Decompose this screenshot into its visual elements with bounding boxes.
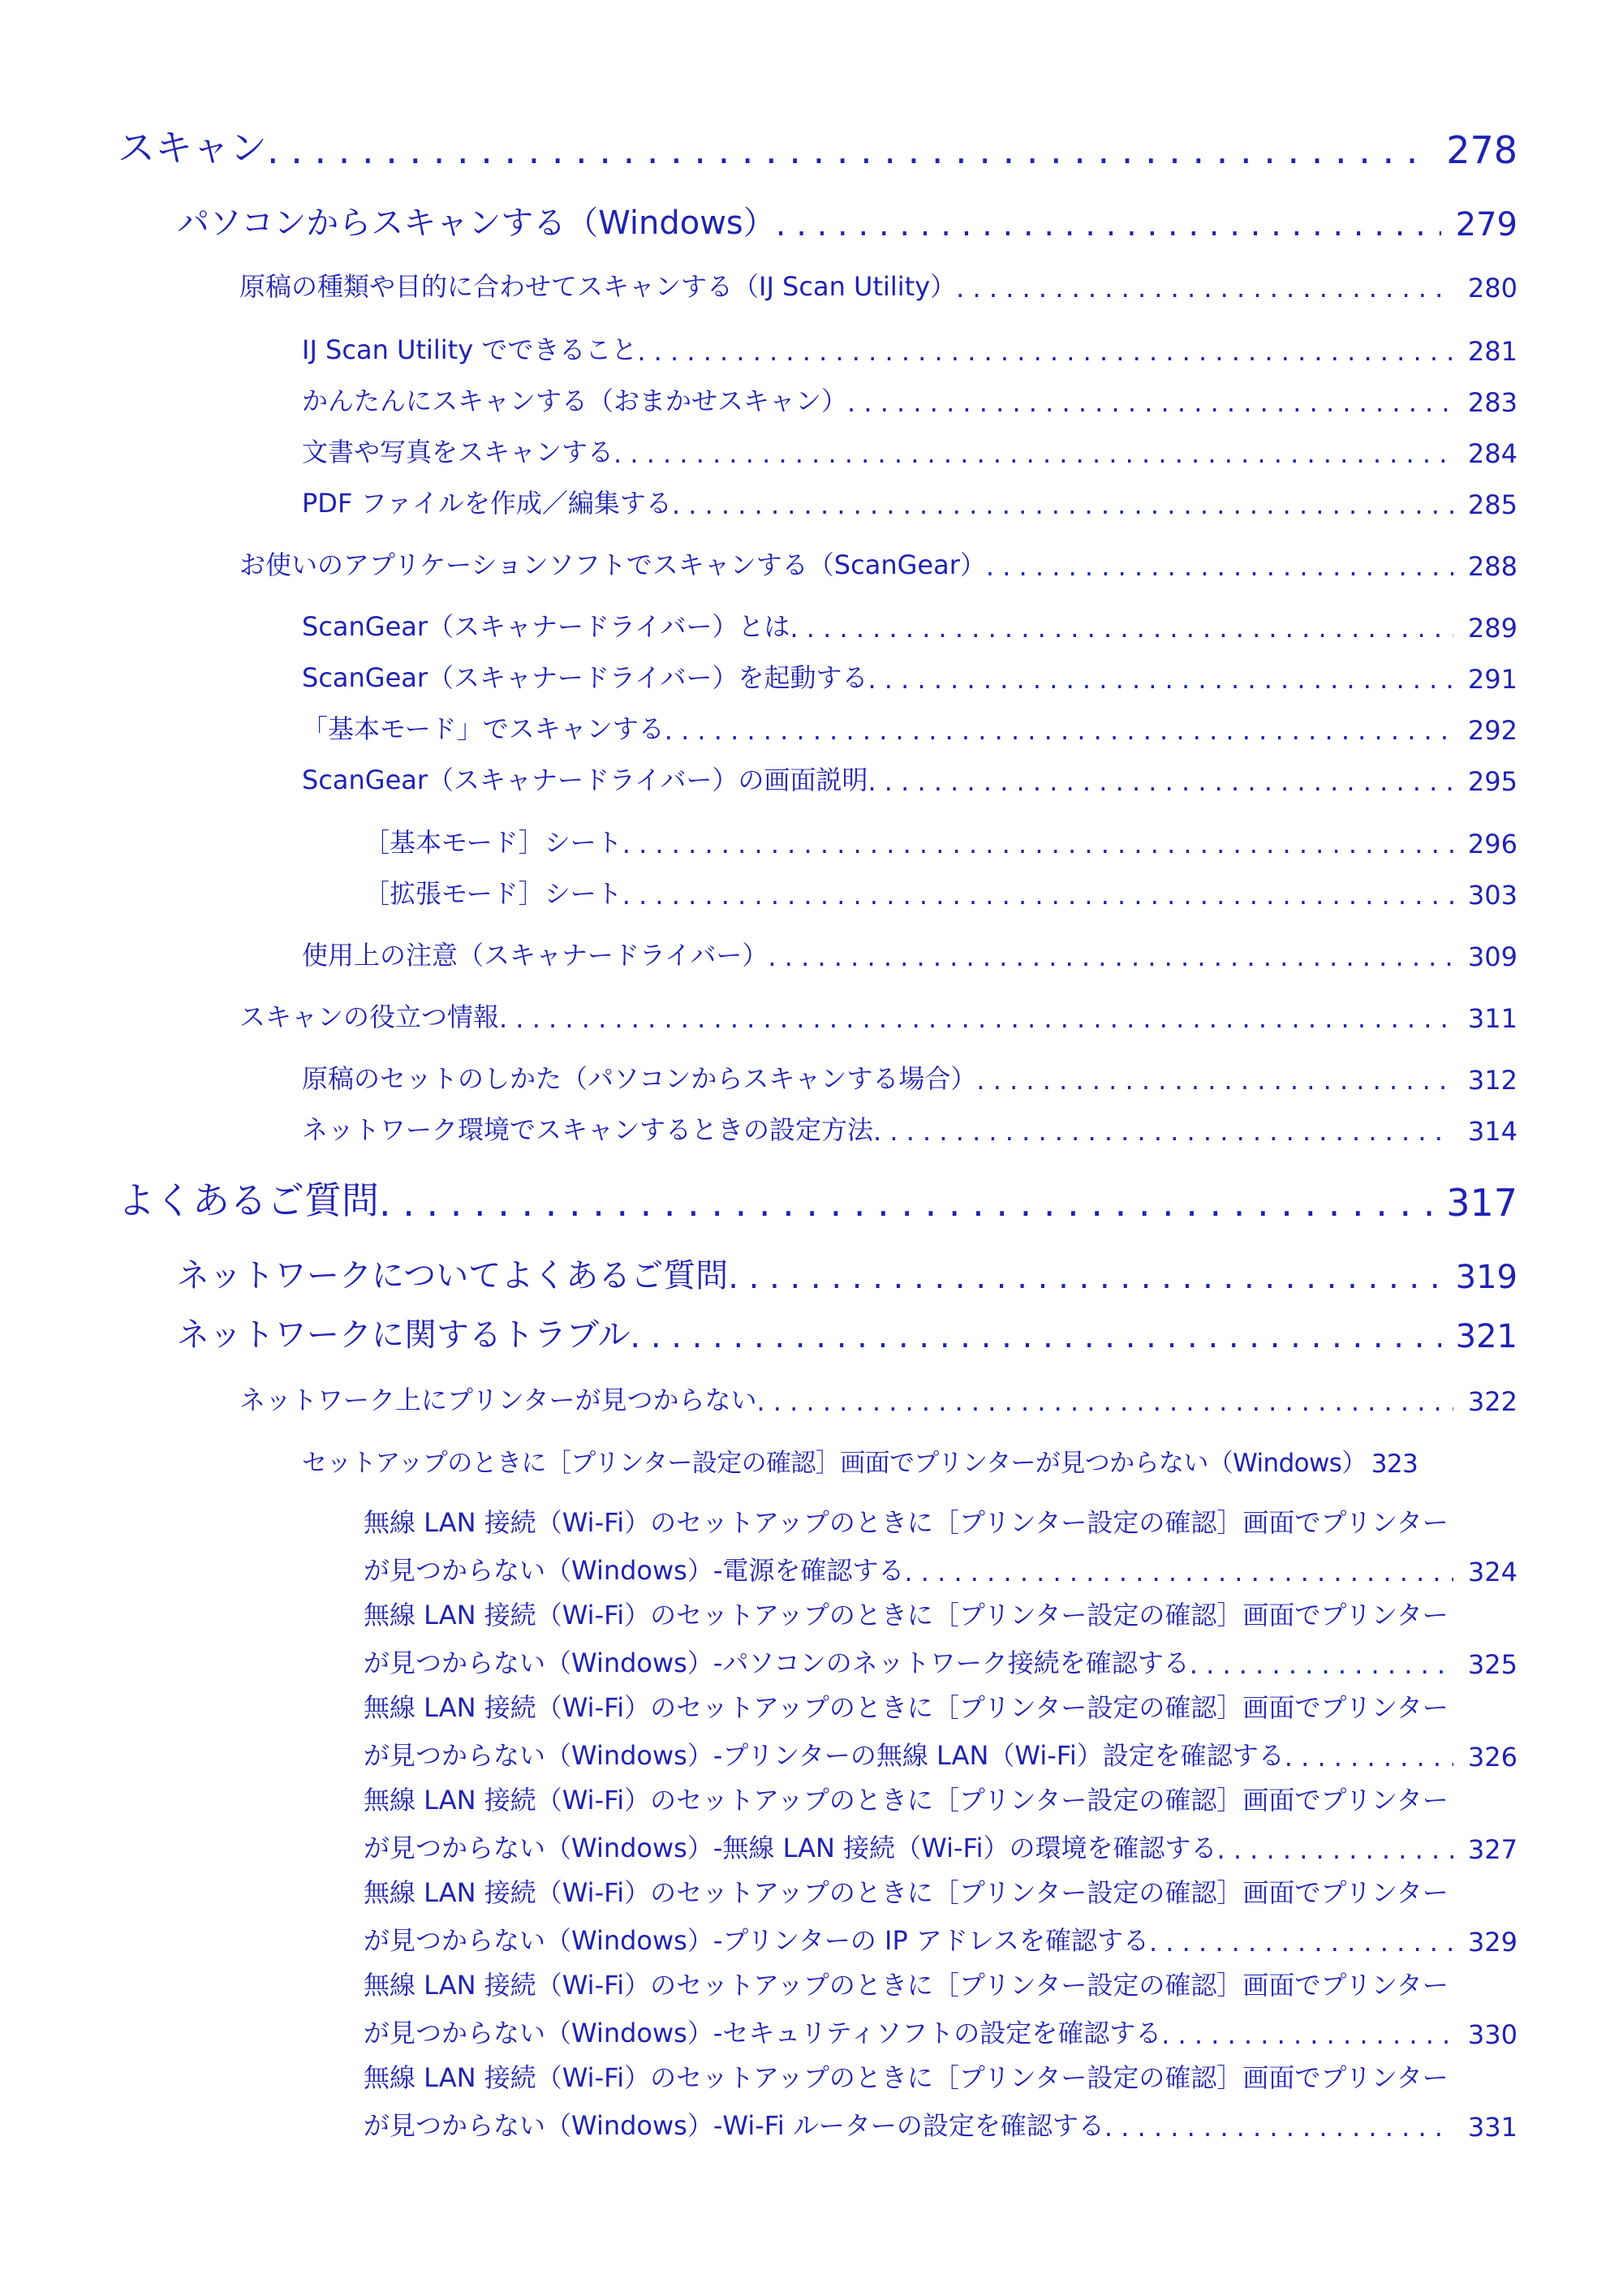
- toc-entry-scangear-about[interactable]: [302, 608, 1518, 644]
- toc-entry-title: お使いのアプリケーションソフトでスキャンする（ScanGear）: [239, 549, 986, 580]
- toc-entry-pdf-edit[interactable]: [302, 485, 1518, 520]
- toc-entry-title: ScanGear（スキャナードライバー）の画面説明: [302, 765, 868, 795]
- toc-entry-scan-from-pc[interactable]: [177, 200, 1518, 243]
- toc-entry-check-wifi-router[interactable]: [364, 2060, 1518, 2143]
- toc-entry-title: 使用上の注意（スキャナードライバー）: [302, 940, 768, 971]
- toc-entry-page: 327: [1467, 1834, 1518, 1865]
- toc-entry-page: 322: [1467, 1386, 1518, 1417]
- toc-entry-page: 281: [1467, 336, 1518, 367]
- toc-entry-scan[interactable]: [118, 123, 1518, 172]
- toc-entry-title-line1: 無線 LAN 接続（Wi-Fi）のセットアップのときに［プリンター設定の確認］画面でプリンター: [364, 1970, 1449, 2001]
- toc-entry-title: かんたんにスキャンする（おまかせスキャン）: [302, 386, 848, 416]
- toc-entry-basic-mode-scan[interactable]: [302, 710, 1518, 746]
- toc-leader-dots: [790, 613, 1453, 644]
- toc-entry-page: 296: [1467, 829, 1518, 859]
- toc-leader-dots: [267, 128, 1431, 172]
- toc-entry-title: ScanGear（スキャナードライバー）を起動する: [302, 662, 868, 693]
- toc-entry-page: 323: [1371, 1450, 1419, 1479]
- toc-entry-network-faq[interactable]: [177, 1252, 1518, 1296]
- toc-entry-printer-not-found[interactable]: [239, 1381, 1518, 1417]
- toc-entry-page: 326: [1467, 1742, 1518, 1773]
- toc-entry-title: ［拡張モード］シート: [364, 878, 622, 909]
- toc-entry-title: よくあるご質問: [118, 1178, 379, 1222]
- toc-leader-dots: [665, 715, 1453, 746]
- toc-entry-page: 319: [1455, 1259, 1518, 1296]
- toc-entry-page: 284: [1467, 438, 1518, 469]
- toc-entry-title-line2: が見つからない（Windows）-無線 LAN 接続（Wi-Fi）の環境を確認する: [364, 1833, 1217, 1863]
- toc-leader-dots: [867, 664, 1453, 695]
- toc-entry-page: 303: [1467, 880, 1518, 911]
- toc-entry-scangear-start[interactable]: [302, 659, 1518, 695]
- toc-entry-title: ［基本モード］シート: [364, 827, 622, 858]
- toc-entry-page: 312: [1467, 1065, 1518, 1096]
- toc-leader-dots: [976, 1065, 1453, 1096]
- toc-entry-title: セットアップのときに［プリンター設定の確認］画面でプリンターが見つからない（Windows）: [302, 1449, 1367, 1478]
- toc-entry-page: 291: [1467, 664, 1518, 695]
- toc-entry-page: 288: [1467, 551, 1518, 582]
- toc-entry-page: 325: [1467, 1649, 1518, 1680]
- toc-entry-setup-printer-not-found[interactable]: [302, 1443, 1518, 1479]
- toc-entry-network-trouble[interactable]: [177, 1312, 1518, 1355]
- toc-entry-title-line1: 無線 LAN 接続（Wi-Fi）のセットアップのときに［プリンター設定の確認］画面でプリンター: [364, 1877, 1449, 1908]
- toc-leader-dots: [756, 1386, 1453, 1417]
- toc-leader-dots: [637, 336, 1453, 367]
- toc-leader-dots: [728, 1259, 1440, 1296]
- toc-entry-place-originals[interactable]: [302, 1060, 1518, 1096]
- toc-entry-usage-notes[interactable]: [302, 937, 1518, 972]
- toc-entry-page: 329: [1467, 1927, 1518, 1958]
- toc-leader-dots: [672, 489, 1453, 520]
- toc-entry-page: 324: [1467, 1557, 1518, 1587]
- toc-entry-check-printer-wifi[interactable]: [364, 1690, 1518, 1773]
- toc-leader-dots: [847, 387, 1453, 418]
- toc-entry-page: 331: [1467, 2112, 1518, 2143]
- toc-leader-dots: [776, 206, 1441, 243]
- toc-leader-dots: [867, 766, 1453, 797]
- toc-leader-dots: [630, 1318, 1440, 1355]
- toc-entry-ij-scan-utility[interactable]: [239, 268, 1518, 304]
- toc-entry-title-line2: が見つからない（Windows）-プリンターの IP アドレスを確認する: [364, 1925, 1149, 1956]
- toc-leader-dots: [1161, 2019, 1453, 2050]
- toc-entry-page: 330: [1467, 2019, 1518, 2050]
- toc-entry-title-line1: 無線 LAN 接続（Wi-Fi）のセットアップのときに［プリンター設定の確認］画面でプリンター: [364, 2062, 1449, 2093]
- toc-entry-title-line2: が見つからない（Windows）-Wi-Fi ルーターの設定を確認する: [364, 2110, 1104, 2141]
- toc-entry-title: スキャンの役立つ情報: [239, 1002, 500, 1032]
- toc-entry-auto-scan[interactable]: [302, 382, 1518, 418]
- toc-leader-dots: [379, 1181, 1431, 1225]
- toc-entry-title: 原稿の種類や目的に合わせてスキャンする（IJ Scan Utility）: [239, 271, 957, 302]
- toc-entry-scan-tips[interactable]: [239, 998, 1518, 1034]
- toc-entry-page: 279: [1455, 206, 1518, 243]
- toc-entry-title-line1: 無線 LAN 接続（Wi-Fi）のセットアップのときに［プリンター設定の確認］画面でプリンター: [364, 1785, 1449, 1816]
- toc-entry-title: IJ Scan Utility でできること: [302, 334, 638, 365]
- toc-entry-check-power[interactable]: [364, 1505, 1518, 1587]
- toc-entry-title-line1: 無線 LAN 接続（Wi-Fi）のセットアップのときに［プリンター設定の確認］画面でプリンター: [364, 1507, 1449, 1538]
- toc-entry-title: パソコンからスキャンする（Windows）: [177, 205, 776, 242]
- toc-entry-title-line2: が見つからない（Windows）-電源を確認する: [364, 1555, 905, 1586]
- toc-entry-network-scan-settings[interactable]: [302, 1111, 1518, 1147]
- toc-entry-page: 309: [1467, 941, 1518, 972]
- toc-entry-title: 文書や写真をスキャンする: [302, 437, 614, 467]
- toc-entry-ij-features[interactable]: [302, 331, 1518, 367]
- toc-entry-faq[interactable]: [118, 1176, 1518, 1225]
- toc-leader-dots: [499, 1003, 1453, 1034]
- toc-leader-dots: [768, 941, 1453, 972]
- toc-leader-dots: [904, 1557, 1453, 1587]
- toc-entry-title-line2: が見つからない（Windows）-セキュリティソフトの設定を確認する: [364, 2018, 1162, 2048]
- toc-leader-dots: [873, 1116, 1453, 1147]
- toc-leader-dots: [613, 438, 1453, 469]
- toc-entry-page: 292: [1467, 715, 1518, 746]
- toc-entry-page: 314: [1467, 1116, 1518, 1147]
- toc-leader-dots: [1104, 2112, 1453, 2143]
- toc-entry-title: 「基本モード」でスキャンする: [302, 713, 665, 744]
- toc-entry-page: 295: [1467, 766, 1518, 797]
- toc-entry-page: 280: [1467, 273, 1518, 304]
- toc-entry-page: 289: [1467, 613, 1518, 644]
- toc-entry-title-line2: が見つからない（Windows）-プリンターの無線 LAN（Wi-Fi）設定を確認する: [364, 1740, 1285, 1771]
- toc-entry-page: 283: [1467, 387, 1518, 418]
- toc-leader-dots: [622, 829, 1453, 859]
- toc-leader-dots: [956, 273, 1453, 304]
- toc-entry-title: ネットワークに関するトラブル: [177, 1316, 631, 1354]
- toc-entry-title: ScanGear（スキャナードライバー）とは: [302, 611, 790, 642]
- toc-entry-basic-mode-sheet[interactable]: [364, 824, 1518, 859]
- toc-entry-check-wifi-environment[interactable]: [364, 1782, 1518, 1865]
- toc-leader-dots: [986, 551, 1453, 582]
- toc-leader-dots: [1216, 1834, 1453, 1865]
- toc-leader-dots: [1190, 1649, 1453, 1680]
- toc-entry-check-pc-network[interactable]: [364, 1597, 1518, 1680]
- toc-entry-title: ネットワークについてよくあるご質問: [177, 1257, 729, 1294]
- toc-entry-page: 321: [1455, 1318, 1518, 1355]
- toc-entry-title-line1: 無線 LAN 接続（Wi-Fi）のセットアップのときに［プリンター設定の確認］画面でプリンター: [364, 1600, 1449, 1630]
- toc-leader-dots: [622, 880, 1453, 911]
- toc-entry-title-line1: 無線 LAN 接続（Wi-Fi）のセットアップのときに［プリンター設定の確認］画面でプリンター: [364, 1692, 1449, 1723]
- toc-entry-check-ip-address[interactable]: [364, 1875, 1518, 1958]
- toc-entry-check-security-software[interactable]: [364, 1967, 1518, 2050]
- toc-entry-title: 原稿のセットのしかた（パソコンからスキャンする場合）: [302, 1063, 977, 1094]
- toc-entry-page: 285: [1467, 489, 1518, 520]
- toc-entry-advanced-mode-sheet[interactable]: [364, 875, 1518, 911]
- toc-entry-page: 317: [1446, 1181, 1518, 1225]
- toc-entry-document-photo-scan[interactable]: [302, 433, 1518, 469]
- toc-entry-page: 278: [1446, 128, 1518, 172]
- toc-entry-title: PDF ファイルを作成／編集する: [302, 488, 672, 519]
- toc-leader-dots: [1149, 1927, 1453, 1958]
- toc-entry-title: ネットワーク上にプリンターが見つからない: [239, 1385, 757, 1415]
- toc-entry-title: ネットワーク環境でスキャンするときの設定方法: [302, 1114, 874, 1145]
- toc-entry-page: 311: [1467, 1003, 1518, 1034]
- toc-entry-title-line2: が見つからない（Windows）-パソコンのネットワーク接続を確認する: [364, 1648, 1190, 1678]
- toc-entry-title: スキャン: [118, 126, 267, 170]
- toc-entry-scangear[interactable]: [239, 546, 1518, 582]
- toc-entry-scangear-screens[interactable]: [302, 761, 1518, 797]
- toc-leader-dots: [1285, 1742, 1453, 1773]
